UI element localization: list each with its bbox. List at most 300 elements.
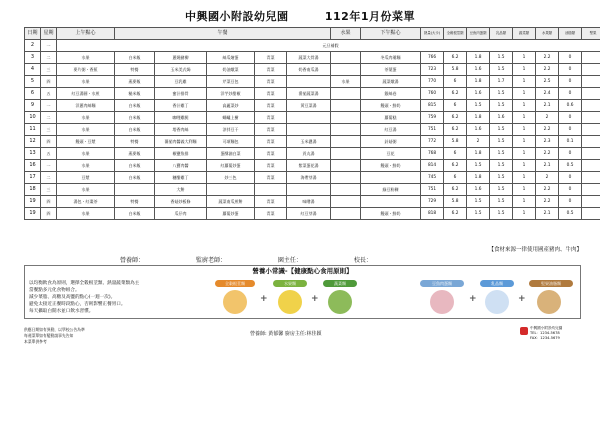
cell-main-dish: 糖醋雞丁	[155, 172, 207, 184]
cell-side-dish: 蛋酥滷白菜	[207, 148, 255, 160]
table-row	[25, 136, 600, 148]
cell-dairy: 1.6	[490, 112, 513, 124]
footer-notes	[24, 327, 85, 345]
cell-pm-snack: 綠豆粉粿	[361, 184, 421, 196]
cell-fruit	[331, 100, 361, 112]
cell-am-snack: 水果	[57, 184, 115, 196]
header-pm-snack: 下午點心	[361, 28, 421, 40]
footer-contact	[530, 326, 562, 341]
cell-staple: 燕麥飯	[115, 76, 155, 88]
cell-dairy: 1.5	[490, 172, 513, 184]
cell-protein: 1.5	[467, 100, 490, 112]
dairy-food-icon	[485, 290, 509, 314]
cell-week: 四	[41, 208, 57, 220]
principal-sign: 校長：	[353, 257, 372, 264]
cell-pm-snack: 饅頭・鮮奶	[361, 160, 421, 172]
cell-kcal: 766	[421, 52, 444, 64]
header-veg: 蔬菜類	[513, 28, 536, 40]
ingredient-note: 【食材來源一律使用國產豬肉、牛肉】	[488, 247, 582, 253]
cell-nut	[582, 112, 600, 124]
label-protein: 豆魚肉蛋類	[420, 280, 464, 287]
cell-soup	[287, 112, 331, 124]
cell-side-dish: 奶油燉菜	[207, 64, 255, 76]
nut-food-icon	[537, 290, 561, 314]
cell-kcal: 770	[421, 76, 444, 88]
cell-protein: 1.6	[467, 124, 490, 136]
cell-week: 三	[41, 184, 57, 196]
cell-fruit-serv: 2.1	[536, 100, 559, 112]
cell-soup: 紅豆芽湯	[287, 208, 331, 220]
cell-vegetable: 青菜	[255, 172, 287, 184]
cell-oil: 0.6	[559, 100, 582, 112]
cell-veg-serv: 1	[513, 172, 536, 184]
table-row	[25, 184, 600, 196]
cell-oil: 0	[559, 196, 582, 208]
cell-week: 一	[41, 160, 57, 172]
cell-kcal: 759	[421, 112, 444, 124]
cell-nut	[582, 208, 600, 220]
school-name: 中興國小附設幼兒園	[185, 10, 289, 23]
cell-nut	[582, 196, 600, 208]
cell-grain: 6.2	[444, 160, 467, 172]
cell-side-dish	[207, 184, 255, 196]
cell-am-snack: 湯包・紅棗茶	[57, 196, 115, 208]
cell-fruit-serv: 2	[536, 172, 559, 184]
cell-nut	[582, 124, 600, 136]
cell-am-snack: 水果	[57, 52, 115, 64]
cell-vegetable: 青菜	[255, 88, 287, 100]
cell-pm-snack: 豆花	[361, 148, 421, 160]
cell-dairy: 1.5	[490, 64, 513, 76]
cell-week: 一	[41, 40, 57, 52]
label-fruit: 水果類	[273, 280, 307, 287]
cell-grain: 5.8	[444, 136, 467, 148]
cell-dairy: 1.7	[490, 76, 513, 88]
cell-staple: 白米飯	[115, 208, 155, 220]
cell-main-dish: 蕃茄肉醬義大利麵	[155, 136, 207, 148]
fruit-food-icon	[278, 290, 302, 314]
cell-am-snack: 豆漿	[57, 172, 115, 184]
cell-am-snack: 麥片粥・香蕉	[57, 64, 115, 76]
cell-protein: 1.8	[467, 172, 490, 184]
cell-date: 5	[25, 76, 41, 88]
cell-date: 19	[25, 196, 41, 208]
cell-side-dish: 洋芋炒甜椒	[207, 88, 255, 100]
cell-soup: 奶香南瓜湯	[287, 64, 331, 76]
cell-fruit	[331, 184, 361, 196]
cell-staple: 特餐	[115, 64, 155, 76]
cell-kcal: 772	[421, 136, 444, 148]
header-am-snack: 上午點心	[57, 28, 115, 40]
cell-am-snack: 水果	[57, 208, 115, 220]
cell-veg-serv: 1	[513, 64, 536, 76]
cell-am-snack: 水果	[57, 124, 115, 136]
cell-oil: 0	[559, 52, 582, 64]
cell-soup: 貢丸湯	[287, 148, 331, 160]
header-lunch: 午餐	[115, 28, 331, 40]
cell-grain: 6.2	[444, 208, 467, 220]
cell-date: 6	[25, 88, 41, 100]
cell-pm-snack	[361, 196, 421, 208]
cell-pm-snack: 紅豆湯	[361, 124, 421, 136]
cell-staple: 白米飯	[115, 124, 155, 136]
cell-fruit-serv: 2.1	[536, 208, 559, 220]
cell-dairy: 1.5	[490, 88, 513, 100]
cell-vegetable: 青菜	[255, 64, 287, 76]
plus-icon: +	[469, 294, 477, 304]
cell-vegetable: 青菜	[255, 124, 287, 136]
cell-fruit-serv: 2.4	[536, 88, 559, 100]
cell-fruit	[331, 124, 361, 136]
cell-side-dish: 可頌麵包	[207, 136, 255, 148]
cell-fruit-serv: 2.3	[536, 136, 559, 148]
cell-veg-serv: 1	[513, 124, 536, 136]
cell-week: 二	[41, 172, 57, 184]
cell-soup: 味噌湯	[287, 196, 331, 208]
cell-week: 五	[41, 148, 57, 160]
cell-soup: 蔬菜大骨湯	[287, 52, 331, 64]
plus-icon: +	[518, 294, 526, 304]
footer-note: 每週菜單如有變動請事先告知	[24, 333, 74, 338]
cell-fruit-serv: 2.2	[536, 64, 559, 76]
cell-fruit	[331, 112, 361, 124]
cell-protein: 1.5	[467, 208, 490, 220]
cell-date: 11	[25, 124, 41, 136]
plus-icon: +	[260, 294, 268, 304]
cell-date: 19	[25, 208, 41, 220]
cell-pm-snack: 冬瓜肉羹麵	[361, 52, 421, 64]
cell-kcal: 745	[421, 172, 444, 184]
cell-main-dish: 香菇炒板條	[155, 196, 207, 208]
menu-month: 112年1月份菜單	[324, 10, 415, 23]
cell-side-dish: 絲瓜燴蛋	[207, 52, 255, 64]
cell-oil: 0	[559, 112, 582, 124]
cell-dairy: 1.5	[490, 208, 513, 220]
cell-kcal: 814	[421, 160, 444, 172]
cell-am-snack: 水果	[57, 160, 115, 172]
menu-body	[25, 40, 600, 220]
cell-kcal: 815	[421, 100, 444, 112]
cell-staple: 特餐	[115, 136, 155, 148]
cell-veg-serv: 1	[513, 208, 536, 220]
table-row	[25, 172, 600, 184]
header-oil: 油脂類	[559, 28, 582, 40]
cell-oil: 0	[559, 76, 582, 88]
cell-vegetable: 青菜	[255, 208, 287, 220]
cell-date: 10	[25, 112, 41, 124]
table-row	[25, 88, 600, 100]
director-sign: 園主任：	[277, 257, 302, 264]
tips-text	[29, 280, 179, 315]
contact-line: FAX：1234-5679	[530, 336, 560, 340]
veg-food-icon	[328, 290, 352, 314]
cell-main-dish: 瓜仔肉	[155, 208, 207, 220]
cell-vegetable: 青菜	[255, 160, 287, 172]
cell-date: 4	[25, 64, 41, 76]
cell-soup	[287, 124, 331, 136]
tip-line: 以均衡飲食為原則，選擇全穀根莖類、熱量蔬菜類為主	[29, 281, 140, 286]
cell-vegetable: 青菜	[255, 76, 287, 88]
cell-week: 一	[41, 100, 57, 112]
table-row	[25, 148, 600, 160]
cell-main-dish: 香汁雞丁	[155, 100, 207, 112]
cell-main-dish: 蔥燒豬柳	[155, 52, 207, 64]
cell-fruit	[331, 88, 361, 100]
nutrition-tips-box	[24, 265, 581, 319]
footer-note: 本菜單供參考	[24, 339, 47, 344]
header-dairy: 乳品類	[490, 28, 513, 40]
cell-fruit-serv: 2.1	[536, 160, 559, 172]
cell-staple: 燕麥飯	[115, 148, 155, 160]
food-group-diagram	[215, 280, 575, 318]
cell-date: 16	[25, 160, 41, 172]
cell-oil: 0	[559, 184, 582, 196]
nutritionist-sign: 營養師：	[120, 257, 145, 264]
cell-kcal: 751	[421, 124, 444, 136]
cell-week: 二	[41, 112, 57, 124]
header-nut: 堅果	[582, 28, 600, 40]
cell-oil: 0	[559, 88, 582, 100]
cell-main-dish: 玉米美式焗	[155, 64, 207, 76]
cell-soup: 番茄蔬菜湯	[287, 88, 331, 100]
cell-fruit	[331, 148, 361, 160]
cell-fruit-serv: 2.5	[536, 76, 559, 88]
cell-vegetable: 青菜	[255, 136, 287, 148]
cell-fruit-serv: 2.2	[536, 148, 559, 160]
cell-nut	[582, 52, 600, 64]
cell-veg-serv: 1	[513, 88, 536, 100]
cell-soup: 玉米濃湯	[287, 136, 331, 148]
cell-oil: 0	[559, 124, 582, 136]
cell-protein: 1.8	[467, 112, 490, 124]
signature-line	[120, 255, 422, 264]
contact-line: TEL：1234-5678	[530, 331, 560, 335]
label-nut: 堅果油脂類	[529, 280, 573, 287]
cell-staple: 白米飯	[115, 172, 155, 184]
cell-staple: 白米飯	[115, 52, 155, 64]
cell-date: 12	[25, 136, 41, 148]
header-grain: 全穀根莖類	[444, 28, 467, 40]
cell-main-dish: 椒鹽魚排	[155, 148, 207, 160]
cell-dairy: 1.5	[490, 100, 513, 112]
cell-nut	[582, 184, 600, 196]
cell-dairy: 1.5	[490, 124, 513, 136]
cell-date: 18	[25, 184, 41, 196]
cell-fruit	[331, 64, 361, 76]
cell-oil: 0	[559, 172, 582, 184]
cell-staple: 特餐	[115, 196, 155, 208]
cell-fruit-serv: 2.2	[536, 184, 559, 196]
cell-soup	[287, 184, 331, 196]
cell-date: 17	[25, 172, 41, 184]
cell-grain: 6.2	[444, 124, 467, 136]
cell-soup	[287, 76, 331, 88]
cell-side-dish: 芹菜豆包	[207, 76, 255, 88]
cell-vegetable: 青菜	[255, 112, 287, 124]
cell-protein: 1.8	[467, 76, 490, 88]
header-fruit: 水果	[331, 28, 361, 40]
cell-protein: 1.6	[467, 88, 490, 100]
cell-fruit	[331, 172, 361, 184]
cell-dairy: 1.5	[490, 52, 513, 64]
cell-vegetable: 青菜	[255, 148, 287, 160]
cell-week: 三	[41, 64, 57, 76]
cell-protein: 2	[467, 136, 490, 148]
cell-pm-snack: 蘿蔔糕	[361, 112, 421, 124]
cell-fruit	[331, 136, 361, 148]
cell-side-dish: 紅蘿蔔炒蛋	[207, 160, 255, 172]
cell-protein: 1.8	[467, 52, 490, 64]
cell-pm-snack	[361, 172, 421, 184]
table-row	[25, 76, 600, 88]
cell-dairy: 1.5	[490, 160, 513, 172]
cell-am-snack: 水果	[57, 76, 115, 88]
protein-food-icon	[430, 290, 454, 314]
cell-grain: 5.8	[444, 64, 467, 76]
cell-fruit: 水果	[331, 76, 361, 88]
cell-dairy: 1.5	[490, 184, 513, 196]
footer-staff: 營養師: 黃郁馨 廚房主任:林佳穎	[250, 331, 322, 337]
cell-main-dish: 大餅	[155, 184, 207, 196]
plus-icon: +	[311, 294, 319, 304]
cell-kcal: 818	[421, 208, 444, 220]
contact-line: 中興國小附設幼兒園	[530, 326, 563, 330]
cell-protein: 1.5	[467, 160, 490, 172]
cell-am-snack: 水果	[57, 112, 115, 124]
cell-oil: 0.5	[559, 208, 582, 220]
cell-pm-snack: 饅頭・鮮奶	[361, 100, 421, 112]
cell-kcal: 768	[421, 148, 444, 160]
header-date: 日期	[25, 28, 41, 40]
cell-week: 三	[41, 124, 57, 136]
tip-line: 當餐點多元化食物組合。	[29, 288, 80, 293]
tip-line: 減少菜脂、高糖及高鹽的點心(一週一次)。	[29, 295, 116, 300]
cell-protein: 1.5	[467, 196, 490, 208]
cell-fruit	[331, 208, 361, 220]
cell-veg-serv: 1	[513, 76, 536, 88]
cell-date: 9	[25, 100, 41, 112]
cell-veg-serv: 1	[513, 112, 536, 124]
tip-line: 避免太接近正餐時段點心，否則影響正餐胃口。	[29, 302, 126, 307]
cell-oil: 0	[559, 148, 582, 160]
table-row	[25, 124, 600, 136]
cell-grain: 6	[444, 76, 467, 88]
tip-line: 每天攝取白開水並口飲水習慣。	[29, 309, 94, 314]
menu-title	[0, 8, 600, 24]
cell-main-dish: 八寶肉醬	[155, 160, 207, 172]
cell-am-snack: 饅頭・豆漿	[57, 136, 115, 148]
cell-nut	[582, 100, 600, 112]
cell-am-snack: 水果	[57, 148, 115, 160]
cell-veg-serv: 1	[513, 160, 536, 172]
cell-nut	[582, 160, 600, 172]
cell-staple: 白米飯	[115, 112, 155, 124]
cell-oil: 0.1	[559, 136, 582, 148]
cell-oil: 0.5	[559, 160, 582, 172]
cell-veg-serv: 1	[513, 100, 536, 112]
cell-side-dish: 炒三色	[207, 172, 255, 184]
cell-date: 13	[25, 148, 41, 160]
cell-date: 2	[25, 40, 41, 52]
cell-pm-snack: 茶葉蛋	[361, 64, 421, 76]
cell-soup: 海帶芽湯	[287, 172, 331, 184]
cell-fruit-serv: 2.2	[536, 52, 559, 64]
cell-grain: 6	[444, 172, 467, 184]
cell-week: 四	[41, 76, 57, 88]
cell-kcal: 751	[421, 184, 444, 196]
cell-main-dish: 咖哩雞腿	[155, 112, 207, 124]
footer-note: 供應日期如有異動，以學校公告為準	[24, 327, 85, 332]
cell-kcal: 760	[421, 88, 444, 100]
cell-vegetable: 青菜	[255, 196, 287, 208]
cell-veg-serv: 1	[513, 148, 536, 160]
school-logo-icon	[520, 327, 528, 335]
cell-grain: 6.2	[444, 52, 467, 64]
cell-grain: 6.2	[444, 184, 467, 196]
table-row	[25, 196, 600, 208]
cell-date: 3	[25, 52, 41, 64]
cell-holiday: 元旦補假	[57, 40, 600, 52]
cell-kcal: 729	[421, 196, 444, 208]
cell-fruit	[331, 52, 361, 64]
cell-fruit-serv: 2	[536, 112, 559, 124]
label-veg: 蔬菜類	[323, 280, 357, 287]
cell-veg-serv: 1	[513, 52, 536, 64]
cell-protein: 1.6	[467, 64, 490, 76]
cell-fruit	[331, 196, 361, 208]
cell-staple: 白米飯	[115, 160, 155, 172]
cell-nut	[582, 64, 600, 76]
table-row	[25, 100, 600, 112]
tips-title: 營養小常識-【健康點心食用原則】	[252, 267, 353, 275]
cell-week: 二	[41, 52, 57, 64]
cell-oil: 0	[559, 64, 582, 76]
cell-side-dish: 蘿蔔炒蛋	[207, 208, 255, 220]
table-row	[25, 160, 600, 172]
cell-dairy: 1.5	[490, 148, 513, 160]
table-row	[25, 64, 600, 76]
header-kcal: 熱量(大卡)	[421, 28, 444, 40]
cell-nut	[582, 76, 600, 88]
cell-veg-serv: 1	[513, 136, 536, 148]
header-protein: 豆魚肉蛋類	[467, 28, 490, 40]
cell-main-dish: 塔香肉絲	[155, 124, 207, 136]
cell-nut	[582, 88, 600, 100]
cell-fruit-serv: 2.2	[536, 196, 559, 208]
cell-grain: 6.2	[444, 88, 467, 100]
table-row	[25, 112, 600, 124]
cell-am-snack: 洋蔥肉絲麵	[57, 100, 115, 112]
cell-grain: 5.8	[444, 196, 467, 208]
menu-table	[24, 27, 600, 220]
cell-nut	[582, 172, 600, 184]
cell-grain: 6	[444, 148, 467, 160]
label-grain: 全穀根莖類	[215, 280, 255, 287]
cell-pm-snack: 饅頭・鮮奶	[361, 208, 421, 220]
cell-dairy: 1.5	[490, 136, 513, 148]
cell-soup: 黃豆菜湯	[287, 100, 331, 112]
cell-grain: 6.2	[444, 112, 467, 124]
header-week: 星期	[41, 28, 57, 40]
cell-dairy: 1.5	[490, 196, 513, 208]
cell-veg-serv: 1	[513, 184, 536, 196]
header-fruit-n: 水果類	[536, 28, 559, 40]
cell-grain: 6	[444, 100, 467, 112]
cell-fruit	[331, 160, 361, 172]
table-row	[25, 208, 600, 220]
grain-food-icon	[223, 290, 247, 314]
cell-week: 四	[41, 196, 57, 208]
